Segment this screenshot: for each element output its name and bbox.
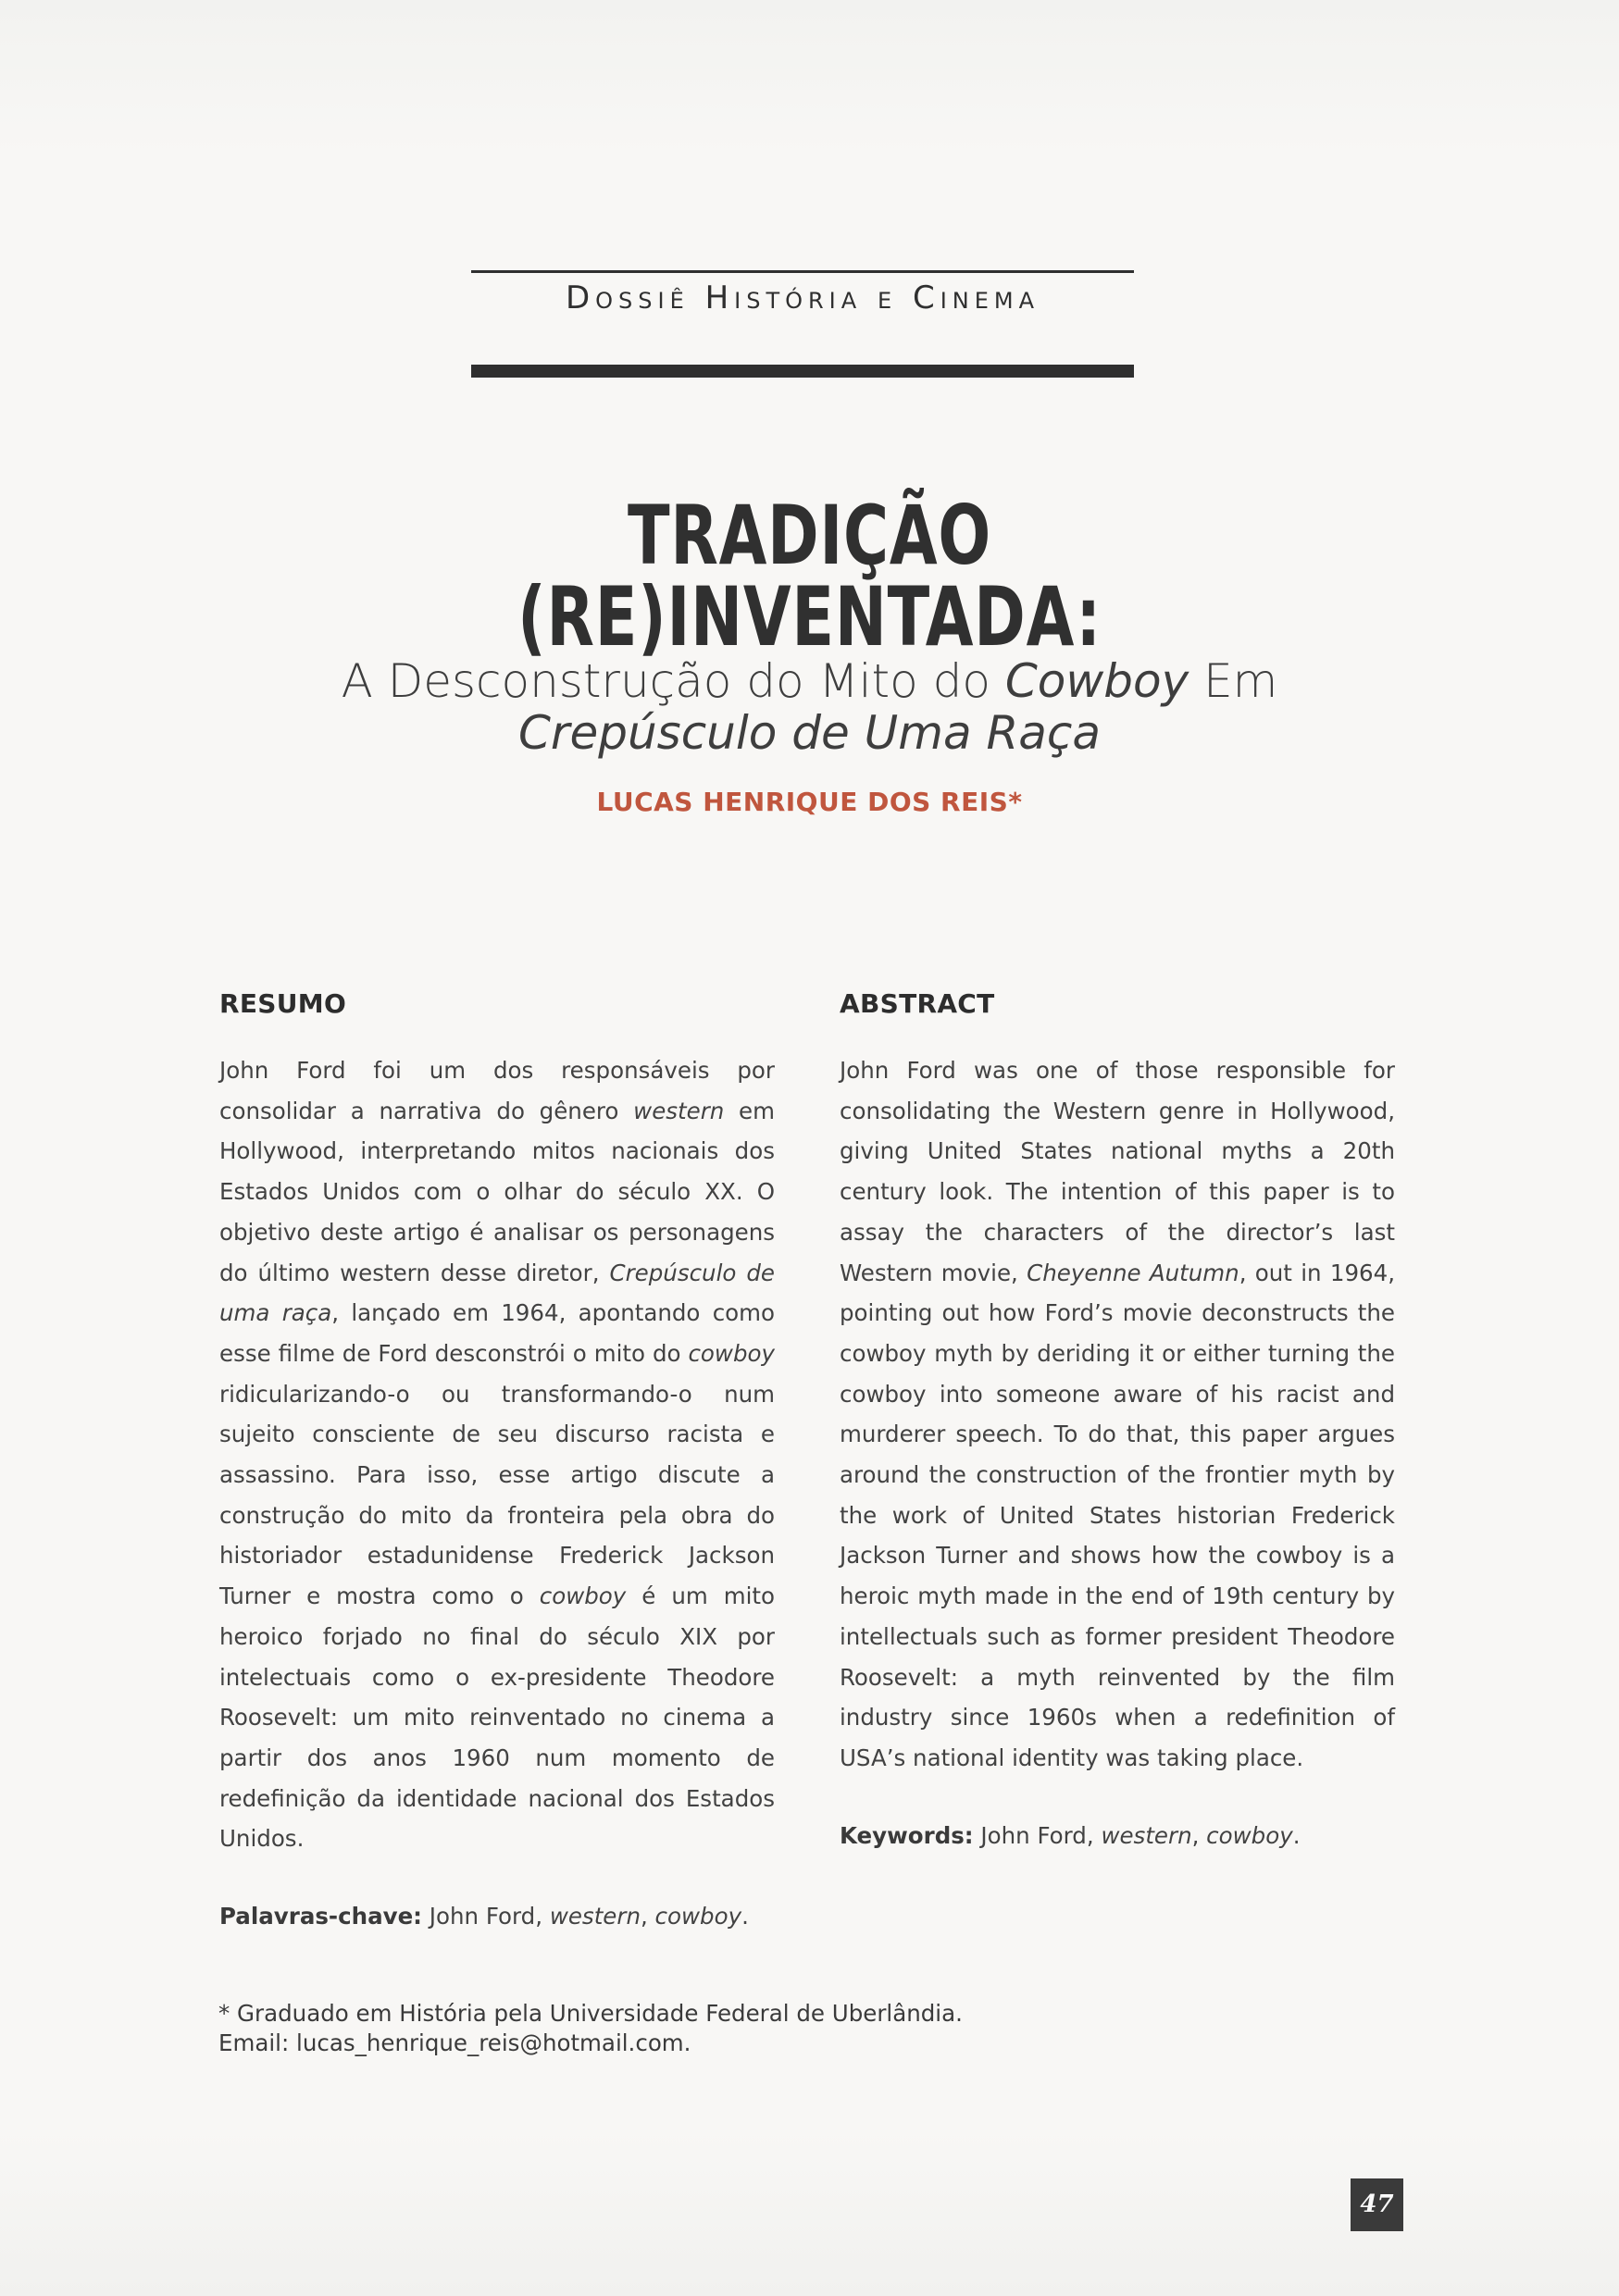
keywords-label: Keywords: <box>840 1821 974 1849</box>
subtitle-text: Em <box>1189 654 1278 708</box>
resumo-text-run: John Ford foi um dos responsáveis por consolidar a narrativa do gênero <box>219 1057 775 1124</box>
keyword-italic: cowboy <box>654 1903 742 1930</box>
resumo-text-italic: western <box>633 1097 725 1124</box>
resumo-text-run: é um mito heroico forjado no final do século XIX por intelectuais como o ex-presidente Theodore Roosevelt: um mito reinventado no cinema a partir dos anos 1960 num momento de redefinição da identidade nacional dos Estados Unidos. <box>219 1582 775 1853</box>
resumo-text-run: ridicularizando-o ou transformando-o num sujeito consciente de seu discurso racista e assassino. Para isso, esse artigo discute a construção do mito da fronteira pela obra do historiador estadunidense Frederick Jackson Turner e mostra como o <box>219 1380 775 1610</box>
resumo-keywords <box>219 1896 775 1937</box>
keyword-text: , <box>1191 1821 1207 1849</box>
subtitle-italic: Cowboy <box>1004 654 1189 708</box>
abstract-text <box>840 1050 1395 1779</box>
footnote-email: Email: lucas_henrique_reis@hotmail.com. <box>218 2029 691 2056</box>
page-number: 47 <box>1351 2178 1403 2231</box>
abstract-keywords <box>840 1816 1395 1856</box>
article-subtitle <box>213 655 1406 759</box>
keyword-italic: cowboy <box>1206 1821 1293 1849</box>
resumo-text <box>219 1050 775 1859</box>
abstract-column <box>840 986 1395 1855</box>
resumo-text-run: em Hollywood, interpretando mitos nacionais dos Estados Unidos com o olhar do século XX. O objetivo deste artigo é analisar os personagens do último western desse diretor, <box>219 1097 776 1286</box>
abstract-heading: ABSTRACT <box>840 988 995 1019</box>
author-name: LUCAS HENRIQUE DOS REIS* <box>596 787 1023 817</box>
abstract-text-run: John Ford was one of those responsible for consolidating the Western genre in Hollywood, giving United States national myths a 20th century look. The intention of this paper is to assay the characters of the director’s last Western movie, <box>840 1057 1395 1286</box>
footnote-affiliation: * Graduado em História pela Universidade Federal de Uberlândia. <box>218 2000 963 2027</box>
resumo-text-run: , lançado em 1964, apontando como esse filme de Ford desconstrói o mito do <box>219 1299 776 1367</box>
subtitle-text: A Desconstrução do Mito do <box>341 654 1005 708</box>
resumo-column <box>219 986 775 1937</box>
keyword-text: John Ford, <box>973 1821 1102 1849</box>
resumo-text-italic: cowboy <box>688 1339 775 1367</box>
abstract-text-run: , out in 1964, pointing out how Ford’s movie deconstructs the cowboy myth by deriding it or either turning the cowboy into someone aware of his racist and murderer speech. To do that, this paper argues around the construction of the frontier myth by the work of United States historian Frederick Jackson Turner and shows how the cowboy is a heroic myth made in the end of 19th century by intellectuals such as former president Theodore Roosevelt: a myth reinvented by the film industry since 1960s when a redefinition of USA’s national identity was taking place. <box>840 1259 1396 1771</box>
keyword-italic: western <box>549 1903 641 1930</box>
abstract-text-italic: Cheyenne Autumn <box>1027 1259 1239 1286</box>
header-rule-thick <box>471 365 1134 378</box>
keyword-text: . <box>741 1903 749 1930</box>
author-footnote <box>218 1999 1237 2058</box>
header-rule-thin <box>471 270 1134 273</box>
keyword-text: . <box>1292 1821 1301 1849</box>
article-title: TRADIÇÃO (RE)INVENTADA: <box>517 488 1102 664</box>
keywords-label: Palavras-chave: <box>219 1903 422 1930</box>
section-label: Dossiê História e Cinema <box>565 279 1040 316</box>
keyword-italic: western <box>1101 1821 1192 1849</box>
resumo-heading: RESUMO <box>219 988 347 1019</box>
resumo-text-italic: Crepúsculo de uma raça <box>219 1259 775 1327</box>
subtitle-italic: Crepúsculo de Uma Raça <box>517 706 1101 760</box>
keyword-text: John Ford, <box>421 1903 550 1930</box>
keyword-text: , <box>640 1903 655 1930</box>
resumo-text-italic: cowboy <box>539 1582 627 1610</box>
